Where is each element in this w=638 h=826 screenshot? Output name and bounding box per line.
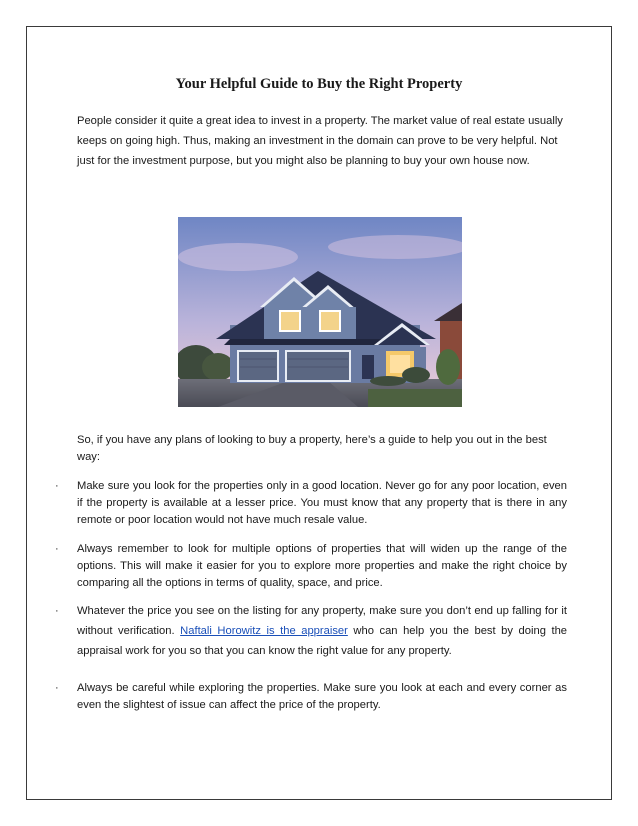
bullet-marker: · [55, 682, 59, 694]
lead-paragraph: So, if you have any plans of looking to buy a property, here’s a guide to help you out in the best way: [77, 434, 547, 463]
list-item [55, 478, 567, 529]
list-item-text: Make sure you look for the properties only in a good location. Never go for any poor location, even if the property is available at a lesser price. You must know that any property that is there in any remote or poor location would not have much resale value. [77, 480, 567, 526]
list-item [55, 601, 568, 661]
list-item-text: Whatever the price you see on the listing for any property, make sure you don’t end up falling for it without verification. [77, 605, 567, 637]
document-page [26, 26, 612, 800]
list-item [55, 541, 567, 592]
list-item-text: who can help you the best by doing the appraisal work for you so that you can know the right value for any property. [77, 625, 568, 657]
document-title: Your Helpful Guide to Buy the Right Property [175, 76, 463, 92]
appraiser-link[interactable]: Naftali Horowitz is the appraiser [180, 625, 348, 637]
bullet-marker: · [55, 605, 59, 617]
bullet-marker: · [55, 480, 59, 492]
intro-paragraph: People consider it quite a great idea to invest in a property. The market value of real estate usually keeps on going high. Thus, making an investment in the domain can prove to be very helpful. Not just for the investment purpose, but you might also be planning to buy your own house now. [77, 115, 563, 167]
list-item-text: Always remember to look for multiple options of properties that will widen up the range of the options. This will make it easier for you to explore more properties and make the right choice by comparing all the options in terms of quality, space, and price. [77, 543, 567, 589]
list-item-text: Always be careful while exploring the properties. Make sure you look at each and every corner as even the slightest of issue can affect the price of the property. [77, 682, 567, 711]
bullet-marker: · [55, 543, 59, 555]
house-photo [178, 217, 462, 407]
list-item [55, 680, 567, 714]
